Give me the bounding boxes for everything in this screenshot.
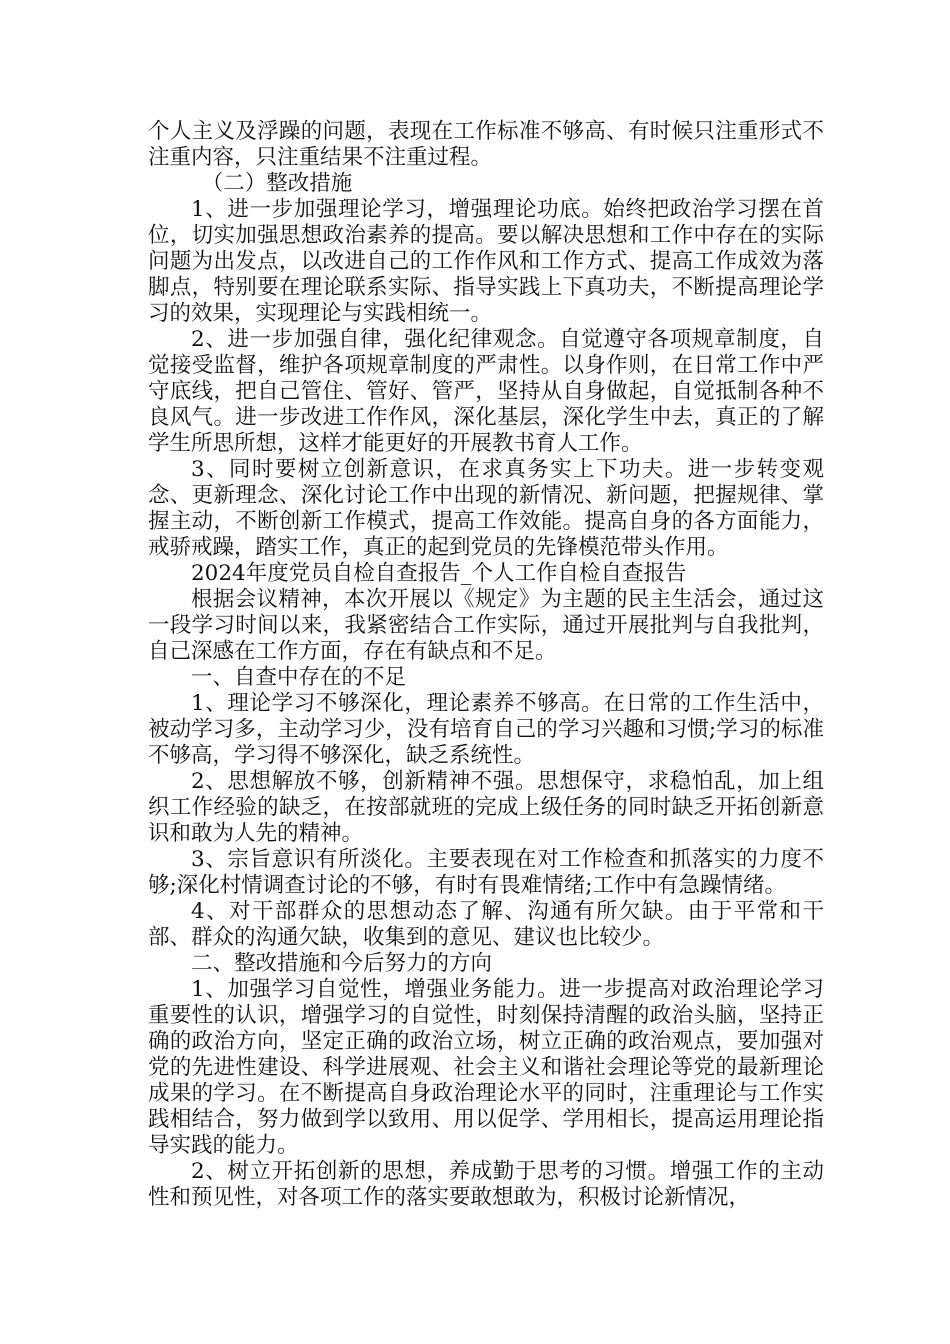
paragraph-intro: 根据会议精神，本次开展以《规定》为主题的民主生活会，通过这一段学习时间以来，我紧密结合工作实际，通过开展批判与自我批判，自己深感在工作方面，存在有缺点和不足。 — [148, 587, 824, 664]
paragraph-direction-1: 1、加强学习自觉性，增强业务能力。进一步提高对政治理论学习重要性的认识，增强学习的自觉性，时刻保持清醒的政治头脑，坚持正确的政治方向，坚定正确的政治立场，树立正确的政治观点，要加强对党的先进性建设、科学进展观、社会主义和谐社会理论等党的最新理论成果的学习。在不断提高自身政治理论水平的同时，注重理论与工作实践相结合，努力做到学以致用、用以促学、学用相长，提高运用理论指导实践的能力。 — [148, 977, 824, 1158]
paragraph-measure-3: 3、同时要树立创新意识，在求真务实上下功夫。进一步转变观念、更新理念、深化讨论工作中出现的新情况、新问题，把握规律、掌握主动，不断创新工作模式，提高工作效能。提高自身的各方面能力，戒骄戒躁，踏实工作，真正的起到党员的先锋模范带头作用。 — [148, 457, 824, 560]
paragraph-shortcoming-3: 3、宗旨意识有所淡化。主要表现在对工作检查和抓落实的力度不够;深化村情调查讨论的不够，有时有畏难情绪;工作中有急躁情绪。 — [148, 847, 824, 898]
section-heading-direction: 二、整改措施和今后努力的方向 — [191, 951, 493, 976]
report-title: 2024年度党员自检自查报告_个人工作自检自查报告 — [191, 561, 687, 586]
section-heading-shortcomings: 一、自查中存在的不足 — [191, 665, 407, 690]
paragraph-shortcoming-4: 4、对干部群众的思想动态了解、沟通有所欠缺。由于平常和干部、群众的沟通欠缺，收集到的意见、建议也比较少。 — [148, 899, 824, 950]
paragraph-measure-1: 1、进一步加强理论学习，增强理论功底。始终把政治学习摆在首位，切实加强思想政治素养的提高。要以解决思想和工作中存在的实际问题为出发点，以改进自己的工作作风和工作方式、提高工作成效为落脚点，特别要在理论联系实际、指导实践上下真功夫，不断提高理论学习的效果，实现理论与实践相统一。 — [148, 197, 824, 326]
paragraph-shortcoming-1: 1、理论学习不够深化，理论素养不够高。在日常的工作生活中，被动学习多，主动学习少，没有培育自己的学习兴趣和习惯;学习的标准不够高，学习得不够深化，缺乏系统性。 — [148, 691, 824, 768]
section-heading-rectification: （二）整改措施 — [201, 171, 353, 196]
document-body — [148, 119, 824, 1211]
paragraph-continuation: 个人主义及浮躁的问题，表现在工作标准不够高、有时候只注重形式不注重内容，只注重结果不注重过程。 — [148, 119, 824, 170]
paragraph-shortcoming-2: 2、思想解放不够，创新精神不强。思想保守，求稳怕乱，加上组织工作经验的缺乏，在按部就班的完成上级任务的同时缺乏开拓创新意识和敢为人先的精神。 — [148, 769, 824, 846]
paragraph-direction-2: 2、树立开拓创新的思想，养成勤于思考的习惯。增强工作的主动性和预见性，对各项工作的落实要敢想敢为，积极讨论新情况， — [148, 1159, 824, 1210]
paragraph-measure-2: 2、进一步加强自律，强化纪律观念。自觉遵守各项规章制度，自觉接受监督，维护各项规章制度的严肃性。以身作则，在日常工作中严守底线，把自己管住、管好、管严，坚持从自身做起，自觉抵制各种不良风气。进一步改进工作作风，深化基层，深化学生中去，真正的了解学生所思所想，这样才能更好的开展教书育人工作。 — [148, 327, 824, 456]
